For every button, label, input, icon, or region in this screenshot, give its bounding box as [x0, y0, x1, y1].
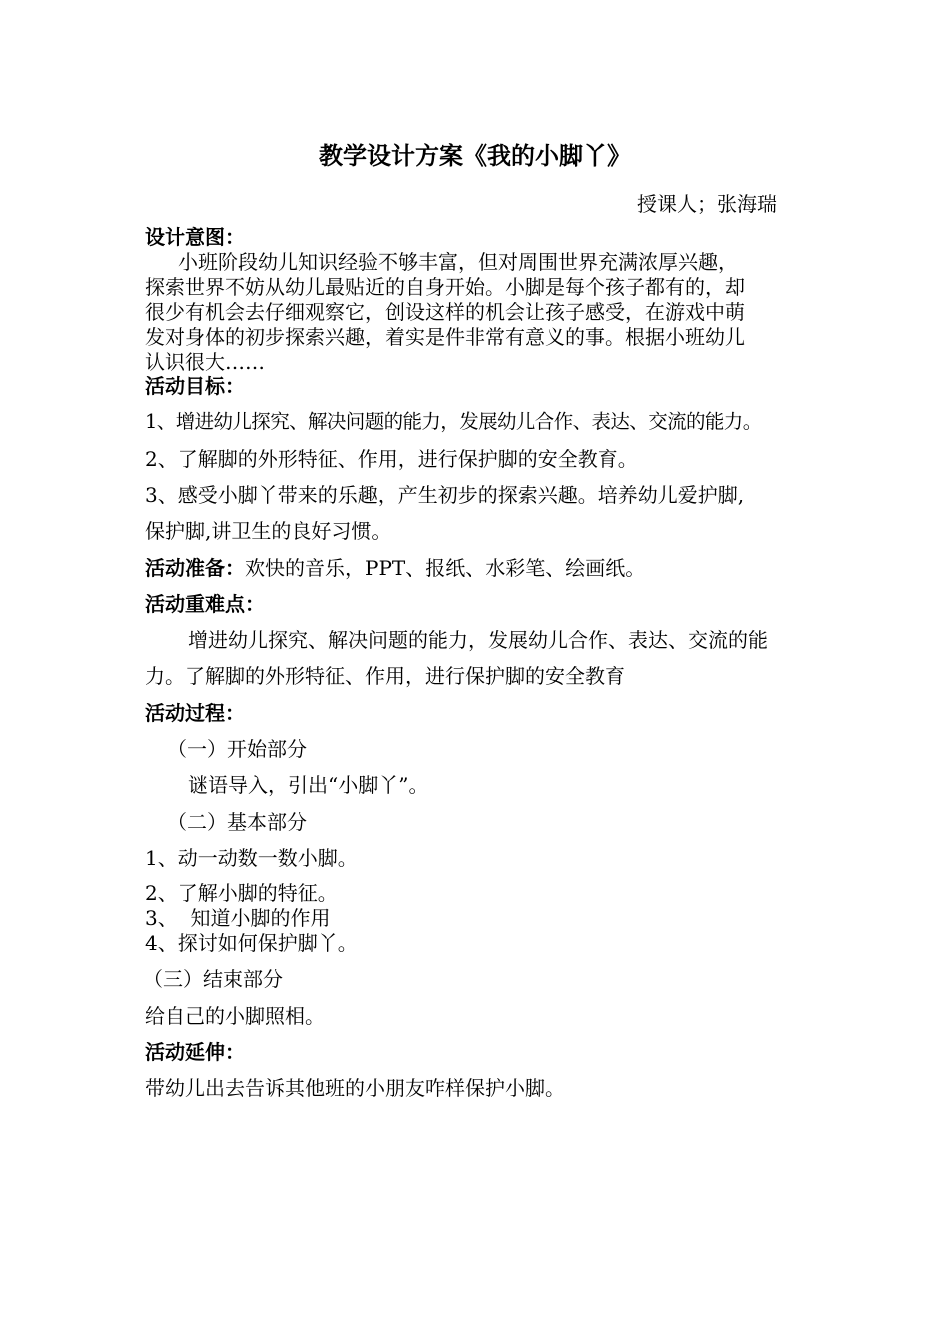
process-part2-title: （二）基本部分 — [167, 810, 307, 834]
extension-heading: 活动延伸： — [145, 1040, 245, 1064]
goal-item-3: 3、感受小脚丫带来的乐趣，产生初步的探索兴趣。培养幼儿爱护脚, — [145, 483, 745, 507]
process-part2-item-3: 3、 知道小脚的作用 — [145, 906, 331, 930]
design-intent-heading: 设计意图： — [145, 225, 245, 249]
preparation-row — [145, 556, 645, 580]
design-intent-line-4: 发对身体的初步探索兴趣，着实是件非常有意义的事。根据小班幼儿 — [145, 325, 745, 349]
design-intent-line-1: 小班阶段幼儿知识经验不够丰富，但对周围世界充满浓厚兴趣， — [178, 250, 738, 274]
key-points-line-2: 力。了解脚的外形特征、作用，进行保护脚的安全教育 — [145, 664, 625, 688]
process-heading: 活动过程： — [145, 701, 245, 725]
teacher-name: 授课人；张海瑞 — [637, 192, 777, 216]
process-part2-item-2: 2、了解小脚的特征。 — [145, 881, 338, 905]
preparation-text: 欢快的音乐，PPT、报纸、水彩笔、绘画纸。 — [245, 556, 646, 580]
document-title: 教学设计方案《我的小脚丫》 — [319, 141, 631, 170]
goal-item-4: 保护脚,讲卫生的良好习惯。 — [145, 519, 392, 543]
preparation-heading: 活动准备： — [145, 556, 245, 580]
process-part1-text: 谜语导入，引出“小脚丫”。 — [188, 773, 429, 797]
goal-item-2: 2、了解脚的外形特征、作用，进行保护脚的安全教育。 — [145, 447, 638, 471]
process-part3-title: （三）结束部分 — [143, 967, 283, 991]
process-part1-title: （一）开始部分 — [167, 737, 307, 761]
key-points-line-1: 增进幼儿探究、解决问题的能力，发展幼儿合作、表达、交流的能 — [188, 628, 768, 652]
extension-text: 带幼儿出去告诉其他班的小朋友咋样保护小脚。 — [145, 1076, 565, 1100]
key-points-heading: 活动重难点： — [145, 592, 265, 616]
process-part3-text: 给自己的小脚照相。 — [145, 1004, 325, 1028]
design-intent-line-5: 认识很大…… — [145, 350, 265, 374]
design-intent-line-3: 很少有机会去仔细观察它，创设这样的机会让孩子感受，在游戏中萌 — [145, 300, 745, 324]
design-intent-line-2: 探索世界不妨从幼儿最贴近的自身开始。小脚是每个孩子都有的，却 — [145, 275, 745, 299]
process-part2-item-4: 4、探讨如何保护脚丫。 — [145, 931, 358, 955]
goal-item-1: 1、增进幼儿探究、解决问题的能力，发展幼儿合作、表达、交流的能力。 — [145, 410, 762, 433]
goals-heading: 活动目标： — [145, 374, 245, 398]
process-part2-item-1: 1、动一动数一数小脚。 — [145, 846, 358, 870]
